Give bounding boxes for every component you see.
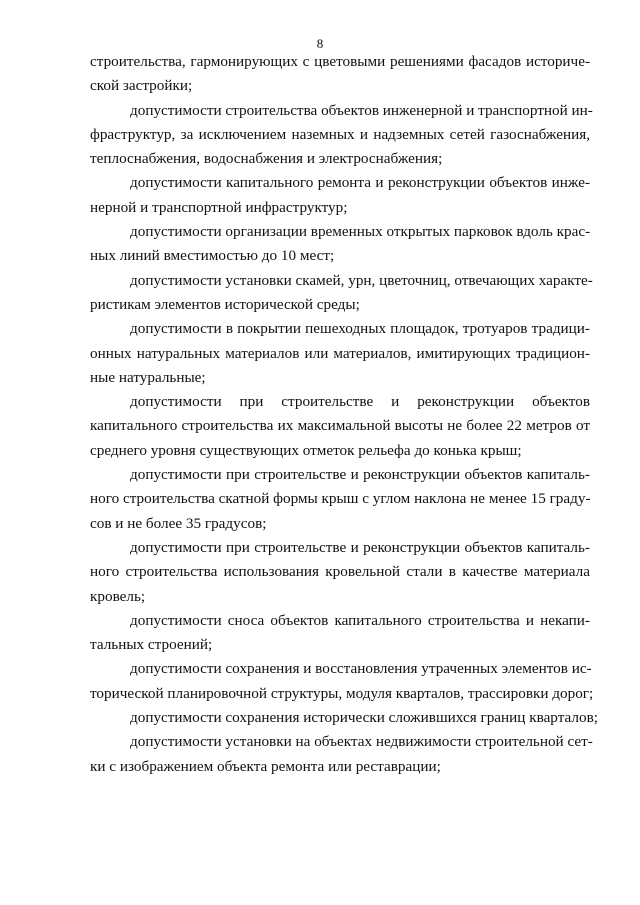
text-line: допустимости при строительстве и реконструкции объектов капиталь- [130, 538, 590, 556]
text-line: теплоснабжения, водоснабжения и электроснабжения; [90, 150, 443, 168]
text-line: ного строительства скатной формы крыш с углом наклона не менее 15 граду- [90, 490, 591, 508]
text-line: ных линий вместимостью до 10 мест; [90, 247, 335, 265]
text-line: допустимости сохранения и восстановления утраченных элементов ис- [130, 660, 592, 678]
body-text [90, 50, 598, 779]
text-line: тальных строений; [90, 636, 213, 654]
text-line: допустимости установки на объектах недвижимости строительной сет- [130, 733, 593, 751]
text-line: ристикам элементов исторической среды; [90, 295, 360, 313]
text-line: онных натуральных материалов или материалов, имитирующих традицион- [90, 344, 590, 362]
text-line: допустимости организации временных открытых парковок вдоль крас- [130, 223, 591, 241]
text-line: допустимости при строительстве и реконструкции объектов капиталь- [130, 466, 590, 484]
text-line: допустимости сохранения исторически сложившихся границ кварталов; [130, 709, 598, 727]
text-line: допустимости капитального ремонта и реконструкции объектов инже- [130, 174, 590, 192]
text-line: сов и не более 35 градусов; [90, 514, 267, 532]
text-line: допустимости установки скамей, урн, цветочниц, отвечающих характе- [130, 271, 593, 289]
text-line: допустимости в покрытии пешеходных площадок, тротуаров традици- [130, 320, 590, 338]
text-line: ской застройки; [90, 77, 193, 95]
text-line: допустимости строительства объектов инженерной и транспортной ин- [130, 101, 593, 119]
text-line: строительства, гармонирующих с цветовыми решениями фасадов историче- [90, 53, 590, 70]
page-number: 8 [316, 36, 324, 51]
text-line: капитального строительства их максимальной высоты не более 22 метров от [90, 417, 590, 435]
text-line: нерной и транспортной инфраструктур; [90, 198, 348, 216]
text-line: среднего уровня существующих отметок рельефа до конька крыш; [90, 441, 522, 459]
text-line: допустимости сноса объектов капитального строительства и некапи- [130, 611, 590, 629]
text-line: торической планировочной структуры, модуля кварталов, трассировки дорог; [90, 684, 594, 702]
text-line: ки с изображением объекта ремонта или реставрации; [90, 757, 441, 775]
text-line: фраструктур, за исключением наземных и надземных сетей газоснабжения, [90, 125, 590, 143]
text-line: кровель; [90, 587, 146, 605]
text-line: ного строительства использования кровельной стали в качестве материала [90, 563, 590, 581]
text-line: допустимости при строительстве и реконструкции объектов [130, 393, 590, 411]
text-line: ные натуральные; [90, 368, 206, 386]
